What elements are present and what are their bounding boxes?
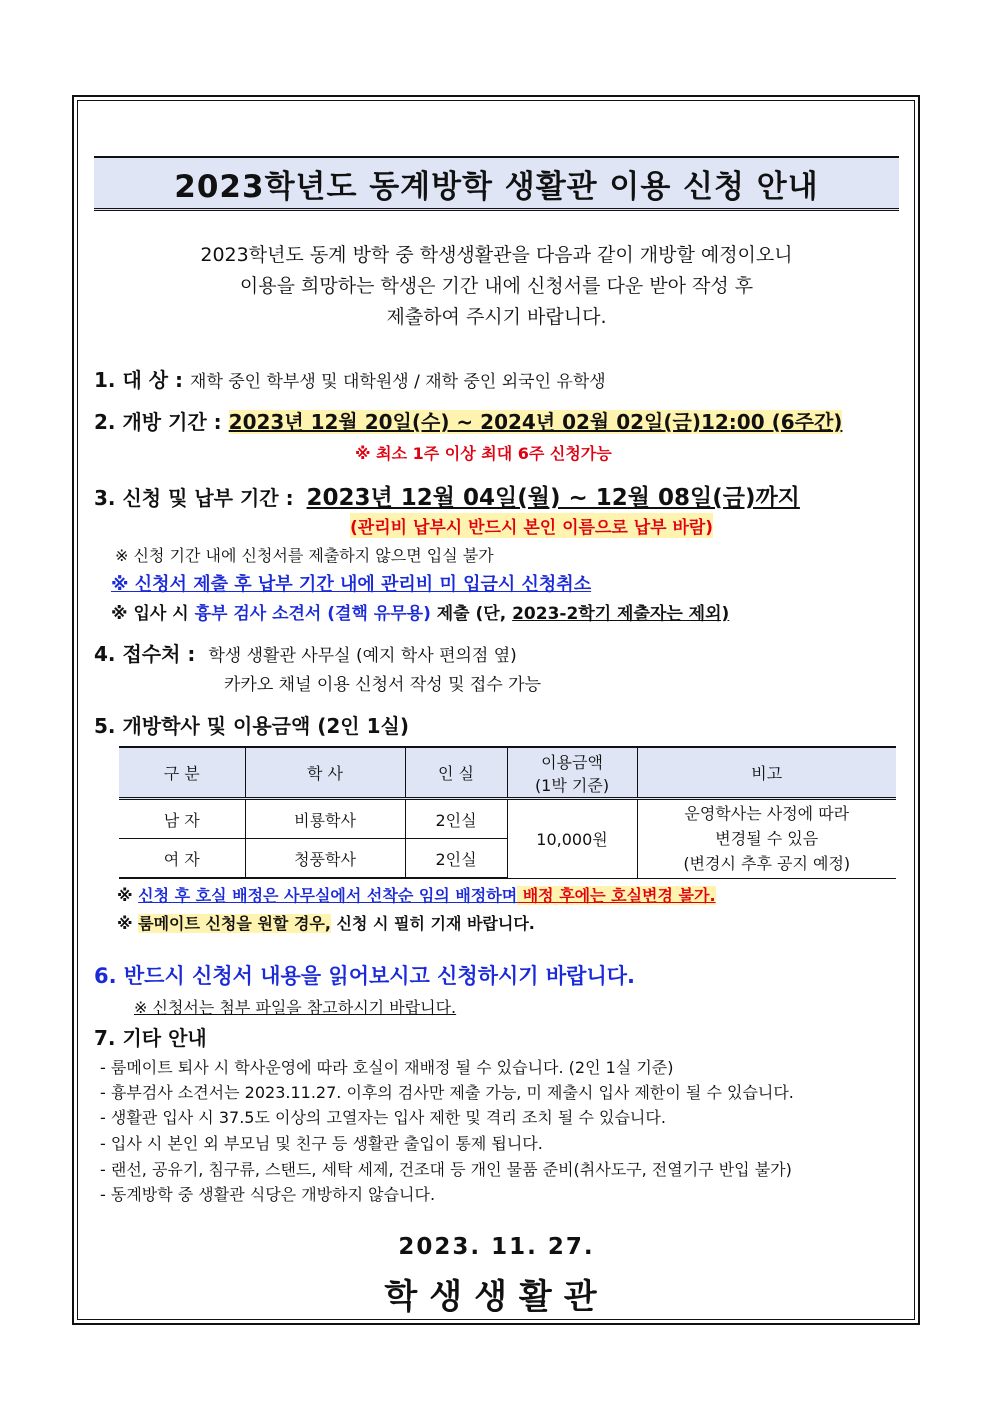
document-date: 2023. 11. 27. — [398, 1234, 595, 1260]
note-3-except: 2023-2학기 제출자는 제외) — [512, 604, 730, 624]
row-dorm: 청풍학사 — [245, 839, 405, 879]
row-room: 2인실 — [405, 839, 507, 879]
apply-period: 2023년 12월 04일(월) ~ 12월 08일(금)까지 — [306, 485, 800, 511]
row-room: 2인실 — [405, 799, 507, 839]
misc-item-4: - 입사 시 본인 외 부모님 및 친구 등 생활관 출입이 통제 됩니다. — [100, 1134, 543, 1153]
section-6-note: ※ 신청서는 첨부 파일을 참고하시기 바랍니다. — [134, 998, 457, 1017]
note-mark: ※ — [117, 886, 139, 905]
section-4-label: 4. 접수처 : — [94, 642, 196, 666]
section-6-label: 6. 반드시 신청서 내용을 읽어보시고 신청하시기 바랍니다. — [94, 964, 636, 988]
note-mark: ※ — [117, 914, 139, 933]
chest-exam-text: 흉부 검사 소견서 (결핵 유무용) — [194, 604, 431, 624]
intro-line-1: 2023학년도 동계 방학 중 학생생활관을 다음과 같이 개방할 예정이오니 — [200, 244, 793, 266]
fee-table — [119, 746, 896, 879]
header-category: 구 분 — [119, 747, 245, 799]
misc-item-1: - 룸메이트 퇴사 시 학사운영에 따라 호실이 재배정 될 수 있습니다. (2인 1실 기준) — [100, 1058, 674, 1077]
header-fee-line-2: (1박 기준) — [534, 775, 610, 795]
no-change-note: 배정 후에는 호실변경 불가. — [517, 886, 716, 905]
table-row — [119, 799, 896, 839]
roommate-note-tail: 신청 시 필히 기재 바랍니다. — [330, 914, 535, 933]
section-3-note-3 — [111, 599, 729, 624]
section-5-note-1 — [117, 883, 716, 906]
section-1 — [94, 364, 606, 393]
section-3 — [94, 479, 800, 512]
organization-name: 학생생활관 — [384, 1277, 609, 1317]
section-1-text: 재학 중인 학부생 및 대학원생 / 재학 중인 외국인 유학생 — [190, 372, 606, 392]
intro-line-2: 이용을 희망하는 학생은 기간 내에 신청서를 다운 받아 작성 후 — [239, 275, 754, 297]
row-dorm: 비룡학사 — [245, 799, 405, 839]
section-5-label: 5. 개방학사 및 이용금액 (2인 1실) — [94, 714, 409, 738]
note-3-mid: 제출 (단, — [430, 604, 513, 624]
misc-item-5: - 랜선, 공유기, 침구류, 스탠드, 세탁 세제, 건조대 등 개인 물품 준비(취사도구, 전열기구 반입 불가) — [100, 1160, 792, 1179]
remark-line-2: 변경될 수 있음 — [715, 829, 819, 849]
section-7-label: 7. 기타 안내 — [94, 1026, 207, 1050]
remark-line-1: 운영학사는 사정에 따라 — [684, 804, 850, 824]
header-room: 인 실 — [405, 747, 507, 799]
open-period: 2023년 12월 20일(수) ~ 2024년 02월 02일(금)12:00 (6주간) — [228, 410, 843, 434]
section-3-label: 3. 신청 및 납부 기간 : — [94, 486, 294, 510]
header-fee — [507, 747, 637, 799]
section-2-note: ※ 최소 1주 이상 최대 6주 신청가능 — [355, 444, 612, 463]
note-3-prefix: ※ 입사 시 — [111, 604, 195, 624]
section-3-note-2: ※ 신청서 제출 후 납부 기간 내에 관리비 미 입금시 신청취소 — [111, 574, 592, 595]
section-3-note-1: ※ 신청 기간 내에 신청서를 제출하지 않으면 입실 불가 — [115, 546, 494, 565]
roommate-note: 룸메이트 신청을 원할 경우, — [138, 914, 331, 933]
page-title: 2023학년도 동계방학 생활관 이용 신청 안내 — [174, 168, 819, 205]
section-5-note-2 — [117, 911, 535, 934]
intro-line-3: 제출하여 주시기 바랍니다. — [386, 306, 607, 328]
misc-item-6: - 동계방학 중 생활관 식당은 개방하지 않습니다. — [100, 1185, 436, 1204]
header-dorm: 학 사 — [245, 747, 405, 799]
misc-item-3: - 생활관 입사 시 37.5도 이상의 고열자는 입사 제한 및 격리 조치 될 수 있습니다. — [100, 1108, 666, 1127]
header-fee-line-1: 이용금액 — [541, 752, 603, 772]
header-remark: 비고 — [637, 747, 896, 799]
row-gender: 남 자 — [119, 799, 245, 839]
fee-value: 10,000원 — [507, 799, 637, 879]
assign-note: 신청 후 호실 배정은 사무실에서 선착순 임의 배정하며 — [138, 886, 518, 905]
row-gender: 여 자 — [119, 839, 245, 879]
section-4-line-2: 카카오 채널 이용 신청서 작성 및 접수 가능 — [224, 675, 542, 695]
section-4-line-1: 학생 생활관 사무실 (예지 학사 편의점 옆) — [208, 646, 517, 666]
section-2 — [94, 406, 842, 435]
misc-item-2: - 흉부검사 소견서는 2023.11.27. 이후의 검사만 제출 가능, 미 제출시 입사 제한이 될 수 있습니다. — [100, 1083, 794, 1102]
section-3-note: (관리비 납부시 반드시 본인 이름으로 납부 바람) — [350, 513, 713, 538]
section-2-label: 2. 개방 기간 : — [94, 410, 222, 434]
fee-table-header — [119, 747, 896, 799]
title-box — [94, 156, 899, 211]
section-4 — [94, 638, 517, 667]
remark-cell — [637, 799, 896, 879]
section-1-label: 1. 대 상 : — [94, 368, 184, 392]
remark-line-3: (변경시 추후 공지 예정) — [683, 854, 851, 874]
